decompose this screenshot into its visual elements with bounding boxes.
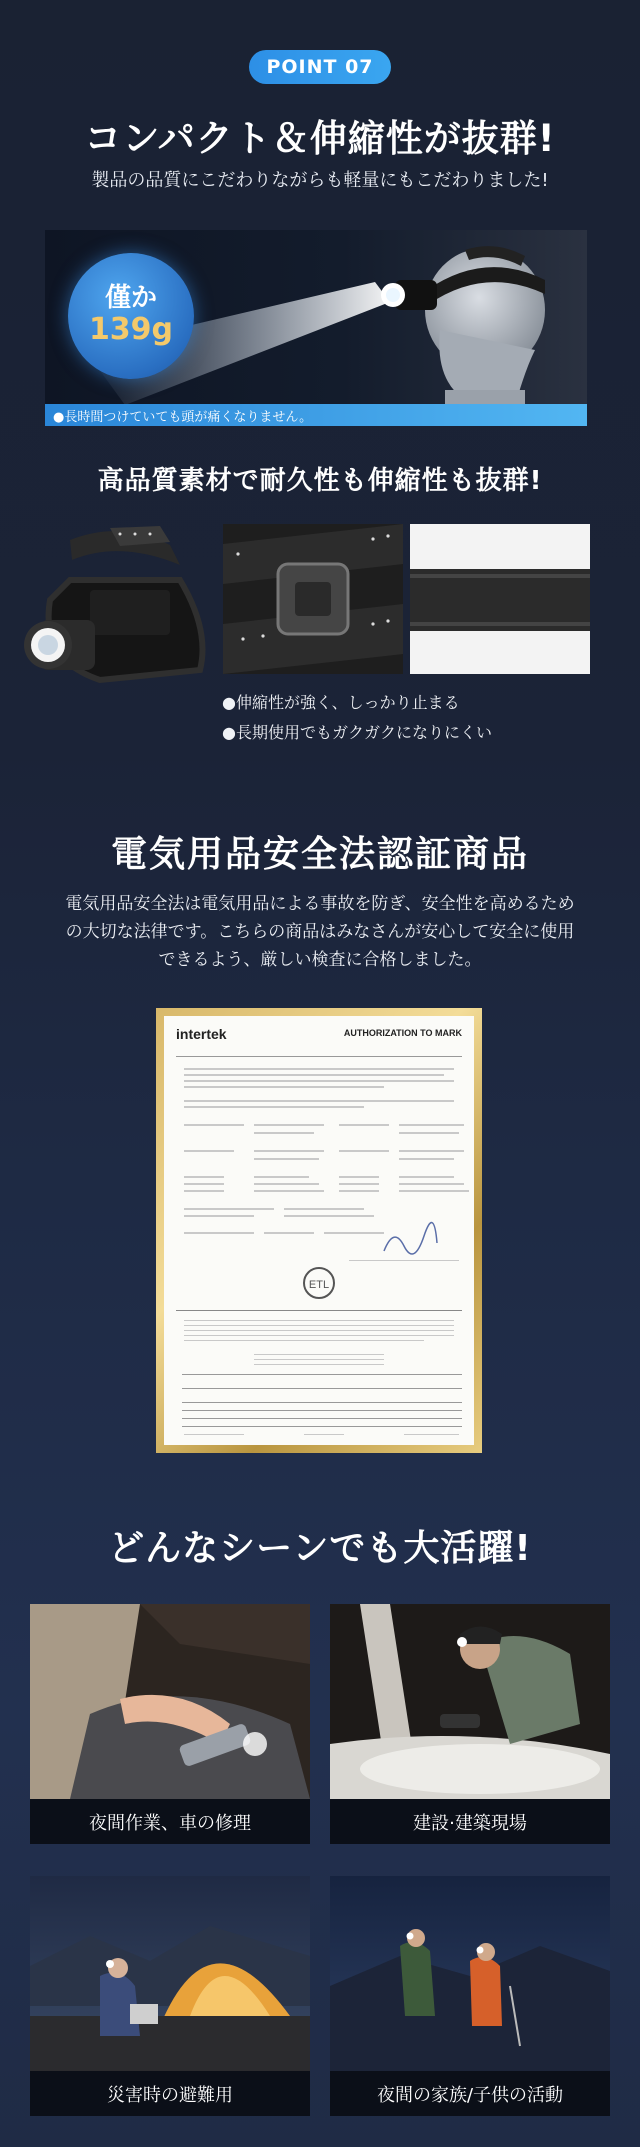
intertek-logo: intertek [176,1026,227,1042]
material-bullet-list [222,688,492,748]
section-title-scenes: どんなシーンでも大活躍! [108,1528,532,1569]
elastic-band-closeup [410,524,590,674]
scene-image-car-repair [30,1604,310,1799]
bullet-item: ●長期使用でもガクガクになりにくい [222,723,492,742]
point-badge: POINT 07 [249,50,391,84]
scene-card [330,1604,610,1844]
svg-text:ETL: ETL [308,1279,330,1291]
headlamp-product-image [10,520,228,710]
strap-buckle-closeup [223,524,403,674]
scene-image-family-night [330,1876,610,2071]
weight-badge [68,253,194,379]
section-subtitle-compact: 製品の品質にこだわりながらも軽量にもこだわりました! [91,170,549,191]
scene-card [30,1604,310,1844]
scene-card [330,1876,610,2116]
certificate-frame [156,1008,482,1453]
comfort-strip: ●長時間つけていても頭が痛くなりません。 [45,404,587,426]
certificate-document [164,1016,474,1445]
scene-image-construction [330,1604,610,1799]
weight-label: 僅か [104,283,157,314]
scene-caption: 夜間の家族/子供の活動 [330,2071,610,2116]
certificate-heading: AUTHORIZATION TO MARK [343,1028,462,1038]
safety-paragraph: 電気用品安全法は電気用品による事故を防ぎ、安全性を高めるための大切な法律です。こちらの商品はみなさんが安心して安全に使用できるよう、厳しい検査に合格しました。 [65,894,575,970]
bullet-item: ●伸縮性が強く、しっかり止まる [222,693,460,712]
section-title-safety: 電気用品安全法認証商品 [110,834,529,875]
etl-mark-icon [302,1266,336,1300]
scene-caption: 建設·建築現場 [330,1799,610,1844]
scene-caption: 夜間作業、車の修理 [30,1799,310,1844]
scene-caption: 災害時の避難用 [30,2071,310,2116]
section-title-compact: コンパクト＆伸縮性が抜群! [84,117,556,160]
signature-mark [379,1221,439,1261]
section-title-material: 高品質素材で耐久性も伸縮性も抜群! [97,466,543,496]
scene-image-evacuation [30,1876,310,2071]
scene-card [30,1876,310,2116]
weight-value: 139g [88,312,174,348]
